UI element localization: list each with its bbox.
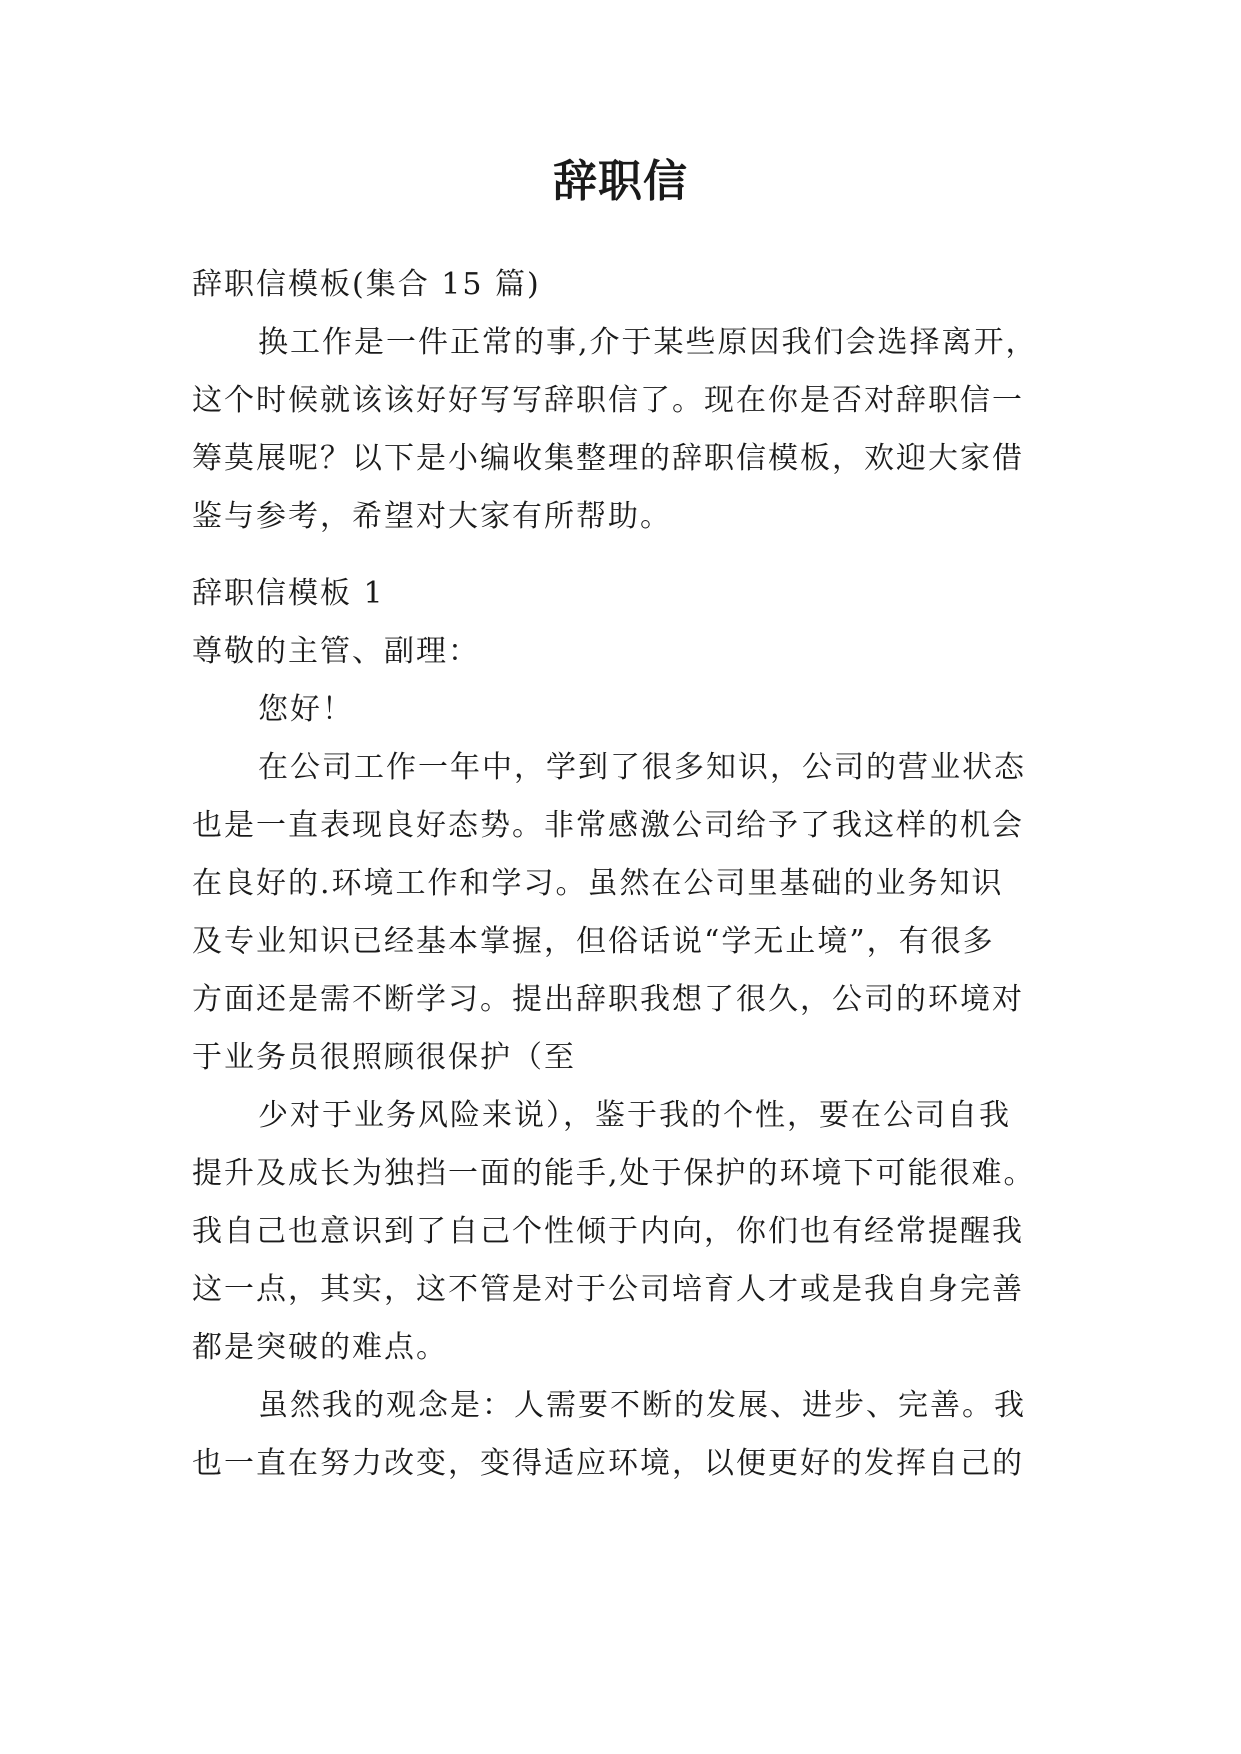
paragraph-line: 提升及成长为独挡一面的能手,处于保护的环境下可能很难。 (192, 1156, 1036, 1191)
paragraph-line: 在良好的.环境工作和学习。虽然在公司里基础的业务知识 (192, 866, 1004, 901)
intro-line: 这个时候就该该好好写写辞职信了。现在你是否对辞职信一 (192, 383, 1024, 418)
paragraph-line: 于业务员很照顾很保护（至 (192, 1040, 576, 1075)
greeting: 您好！ (258, 692, 354, 727)
document-title: 辞职信 (553, 156, 688, 207)
paragraph-line: 在公司工作一年中，学到了很多知识，公司的营业状态 (258, 750, 1026, 785)
paragraph-line: 方面还是需不断学习。提出辞职我想了很久，公司的环境对 (192, 982, 1024, 1017)
paragraph-line: 也一直在努力改变，变得适应环境，以便更好的发挥自己的 (192, 1446, 1024, 1481)
paragraph-line: 虽然我的观念是：人需要不断的发展、进步、完善。我 (258, 1388, 1026, 1423)
letter-block (192, 565, 1052, 1493)
intro-line: 筹莫展呢？以下是小编收集整理的辞职信模板，欢迎大家借 (192, 441, 1024, 476)
intro-block (192, 256, 1052, 546)
paragraph-line: 也是一直表现良好态势。非常感激公司给予了我这样的机会 (192, 808, 1024, 843)
salutation: 尊敬的主管、副理： (192, 634, 480, 669)
paragraph-line: 少对于业务风险来说），鉴于我的个性，要在公司自我 (258, 1098, 1011, 1133)
paragraph-line: 及专业知识已经基本掌握，但俗话说“学无止境”，有很多 (192, 924, 995, 959)
paragraph-line: 都是突破的难点。 (192, 1330, 448, 1365)
paragraph-line: 这一点，其实，这不管是对于公司培育人才或是我自身完善 (192, 1272, 1024, 1307)
intro-line: 换工作是一件正常的事,介于某些原因我们会选择离开， (258, 325, 1038, 360)
document-subtitle: 辞职信模板(集合 15 篇) (192, 267, 541, 302)
paragraph-line: 我自己也意识到了自己个性倾于内向，你们也有经常提醒我 (192, 1214, 1024, 1249)
intro-line: 鉴与参考，希望对大家有所帮助。 (192, 499, 672, 534)
section-heading: 辞职信模板 1 (192, 576, 385, 611)
